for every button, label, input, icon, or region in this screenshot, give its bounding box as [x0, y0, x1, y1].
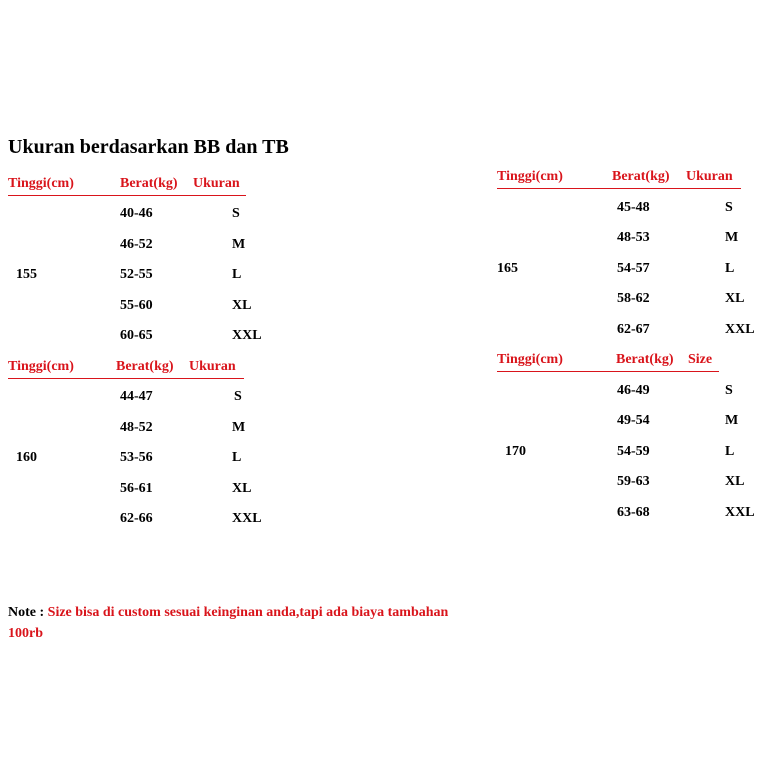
height-column-header: Tinggi(cm): [8, 359, 74, 374]
size-value: XL: [725, 474, 745, 489]
size-value: L: [725, 444, 735, 459]
size-value: L: [725, 261, 735, 276]
size-value: M: [232, 420, 246, 435]
weight-value: 46-52: [120, 237, 153, 252]
size-value: XXL: [725, 505, 755, 520]
size-value: XL: [232, 298, 252, 313]
weight-value: 52-55: [120, 267, 153, 282]
weight-value: 40-46: [120, 206, 153, 221]
height-value: 155: [16, 267, 37, 282]
page-title: Ukuran berdasarkan BB dan TB: [8, 136, 289, 158]
note-text: Size bisa di custom sesuai keinginan anda,tapi ada biaya tambahan 100rb: [8, 605, 449, 641]
weight-column-header: Berat(kg): [616, 352, 674, 367]
weight-value: 48-52: [120, 420, 153, 435]
weight-value: 63-68: [617, 505, 650, 520]
weight-column-header: Berat(kg): [120, 176, 178, 191]
weight-value: 48-53: [617, 230, 650, 245]
size-value: S: [725, 200, 733, 215]
table-header-155: [8, 176, 246, 196]
weight-value: 54-57: [617, 261, 650, 276]
size-value: XXL: [725, 322, 755, 337]
size-value: M: [232, 237, 246, 252]
size-value: S: [234, 389, 242, 404]
size-value: XXL: [232, 328, 262, 343]
size-value: S: [725, 383, 733, 398]
height-value: 165: [497, 261, 518, 276]
height-column-header: Tinggi(cm): [8, 176, 74, 191]
size-value: XXL: [232, 511, 262, 526]
table-header-165: [497, 169, 741, 189]
height-value: 170: [505, 444, 526, 459]
note: [8, 602, 468, 644]
size-value: M: [725, 413, 739, 428]
weight-value: 45-48: [617, 200, 650, 215]
weight-value: 56-61: [120, 481, 153, 496]
size-value: L: [232, 267, 242, 282]
weight-value: 54-59: [617, 444, 650, 459]
weight-column-header: Berat(kg): [116, 359, 174, 374]
weight-value: 59-63: [617, 474, 650, 489]
size-value: XL: [232, 481, 252, 496]
weight-value: 53-56: [120, 450, 153, 465]
size-column-header: Ukuran: [686, 169, 733, 184]
weight-value: 62-66: [120, 511, 153, 526]
weight-column-header: Berat(kg): [612, 169, 670, 184]
height-value: 160: [16, 450, 37, 465]
height-column-header: Tinggi(cm): [497, 169, 563, 184]
size-value: L: [232, 450, 242, 465]
table-header-170: [497, 352, 719, 372]
weight-value: 60-65: [120, 328, 153, 343]
size-column-header: Ukuran: [193, 176, 240, 191]
weight-value: 62-67: [617, 322, 650, 337]
size-value: S: [232, 206, 240, 221]
weight-value: 55-60: [120, 298, 153, 313]
weight-value: 46-49: [617, 383, 650, 398]
weight-value: 49-54: [617, 413, 650, 428]
weight-value: 44-47: [120, 389, 153, 404]
table-header-160: [8, 359, 244, 379]
height-column-header: Tinggi(cm): [497, 352, 563, 367]
size-column-header: Ukuran: [189, 359, 236, 374]
size-column-header: Size: [688, 352, 713, 367]
size-value: XL: [725, 291, 745, 306]
note-label: Note :: [8, 605, 48, 620]
size-value: M: [725, 230, 739, 245]
weight-value: 58-62: [617, 291, 650, 306]
